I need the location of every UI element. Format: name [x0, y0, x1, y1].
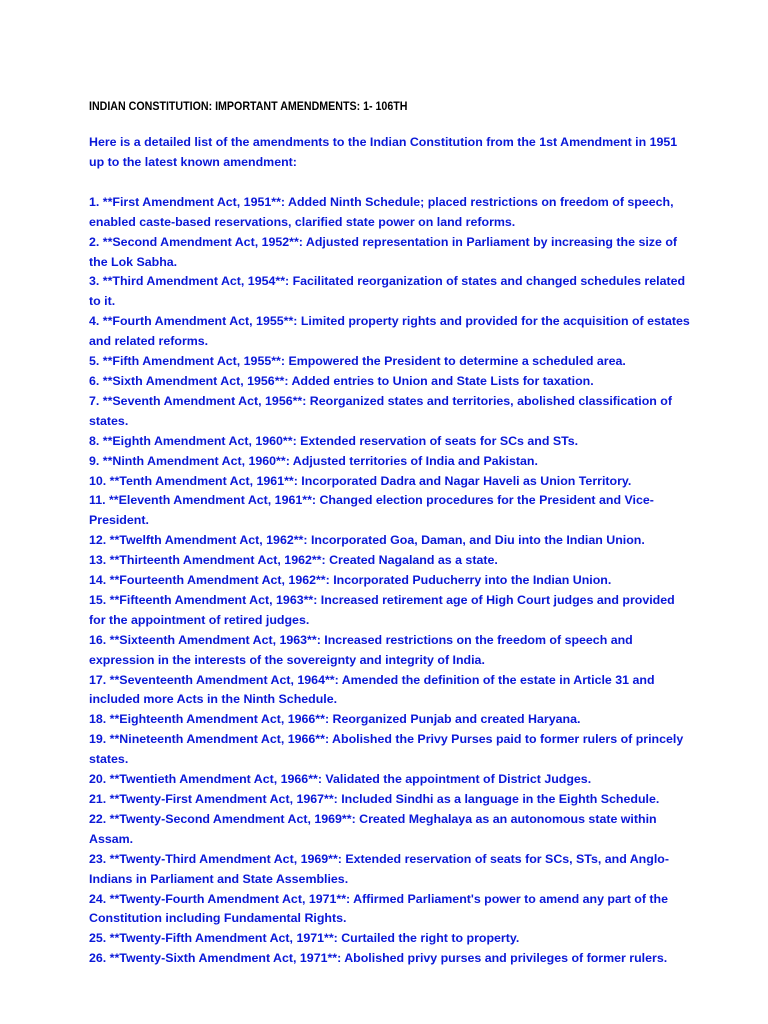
list-item: 6. **Sixth Amendment Act, 1956**: Added entries to Union and State Lists for taxation.	[89, 373, 594, 388]
list-item: 15. **Fifteenth Amendment Act, 1963**: Increased retirement age of High Court judges and provided for the appointment of retired judges.	[89, 592, 675, 627]
list-item: 25. **Twenty-Fifth Amendment Act, 1971**: Curtailed the right to property.	[89, 931, 520, 946]
list-item: 22. **Twenty-Second Amendment Act, 1969**: Created Meghalaya as an autonomous state within Assam.	[89, 811, 657, 846]
list-item: 23. **Twenty-Third Amendment Act, 1969**: Extended reservation of seats for SCs, STs, and Anglo-Indians in Parliament and State Assemblies.	[89, 851, 669, 886]
list-item: 20. **Twentieth Amendment Act, 1966**: Validated the appointment of District Judges.	[89, 772, 592, 787]
document-title: INDIAN CONSTITUTION: IMPORTANT AMENDMENTS: 1- 106TH	[89, 99, 408, 113]
list-item: 26. **Twenty-Sixth Amendment Act, 1971**: Abolished privy purses and privileges of former rulers.	[89, 951, 668, 966]
list-item: 18. **Eighteenth Amendment Act, 1966**: Reorganized Punjab and created Haryana.	[89, 712, 581, 727]
intro-paragraph: Here is a detailed list of the amendments to the Indian Constitution from the 1st Amendment in 1951 up to the latest known amendment:	[89, 135, 678, 169]
list-item: 11. **Eleventh Amendment Act, 1961**: Changed election procedures for the President and Vice-President.	[89, 493, 654, 528]
list-item: 16. **Sixteenth Amendment Act, 1963**: Increased restrictions on the freedom of speech and expression in the interests of the sovereignty and integrity of India.	[89, 632, 633, 667]
list-item: 21. **Twenty-First Amendment Act, 1967**: Included Sindhi as a language in the Eighth Schedule.	[89, 792, 660, 806]
list-item: 13. **Thirteenth Amendment Act, 1962**: Created Nagaland as a state.	[89, 553, 498, 568]
list-item: 8. **Eighth Amendment Act, 1960**: Extended reservation of seats for SCs and STs.	[89, 433, 579, 448]
list-item: 7. **Seventh Amendment Act, 1956**: Reorganized states and territories, abolished classification of states.	[89, 393, 672, 428]
list-item: 2. **Second Amendment Act, 1952**: Adjusted representation in Parliament by increasing the size of the Lok Sabha.	[89, 234, 678, 269]
amendments-list	[89, 193, 693, 969]
list-item: 9. **Ninth Amendment Act, 1960**: Adjusted territories of India and Pakistan.	[89, 453, 538, 468]
list-item: 17. **Seventeenth Amendment Act, 1964**: Amended the definition of the estate in Article 31 and included more Acts in the Ninth Schedule.	[89, 672, 655, 707]
list-item: 3. **Third Amendment Act, 1954**: Facilitated reorganization of states and changed schedules related to it.	[89, 274, 686, 309]
list-item: 24. **Twenty-Fourth Amendment Act, 1971**: Affirmed Parliament's power to amend any part of the Constitution including Fundamental Rights.	[89, 891, 668, 926]
list-item: 14. **Fourteenth Amendment Act, 1962**: Incorporated Puducherry into the Indian Union.	[89, 573, 612, 588]
list-item: 10. **Tenth Amendment Act, 1961**: Incorporated Dadra and Nagar Haveli as Union Territory.	[89, 473, 632, 488]
list-item: 4. **Fourth Amendment Act, 1955**: Limited property rights and provided for the acquisition of estates and related reforms.	[89, 314, 690, 349]
list-item: 19. **Nineteenth Amendment Act, 1966**: Abolished the Privy Purses paid to former rulers of princely states.	[89, 732, 684, 767]
list-item: 1. **First Amendment Act, 1951**: Added Ninth Schedule; placed restrictions on freedom of speech, enabled caste-based reservations, clarified state power on land reforms.	[89, 194, 674, 229]
document-body	[89, 133, 693, 969]
list-item: 5. **Fifth Amendment Act, 1955**: Empowered the President to determine a scheduled area.	[89, 354, 626, 369]
list-item: 12. **Twelfth Amendment Act, 1962**: Incorporated Goa, Daman, and Diu into the Indian Union.	[89, 533, 645, 548]
